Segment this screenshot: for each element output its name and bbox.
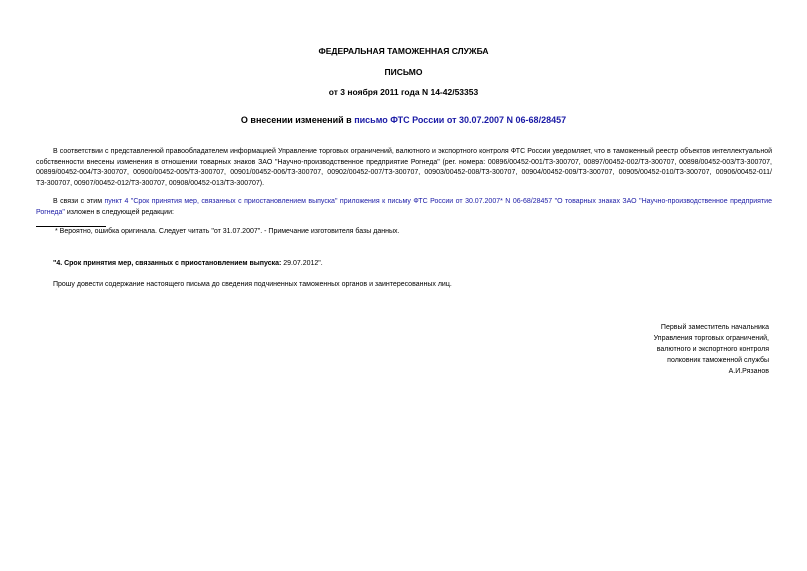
signature-line-position: Первый заместитель начальника bbox=[660, 324, 769, 331]
document-subject bbox=[0, 115, 807, 125]
footnote-divider bbox=[36, 226, 106, 227]
footnote: * Вероятно, ошибка оригинала. Следует читать "от 31.07.2007". - Примечание изготовителя базы данных. bbox=[55, 228, 400, 235]
signature-line-rank: полковник таможенной службы bbox=[667, 357, 769, 364]
subject-prefix: О внесении изменений в bbox=[240, 115, 355, 125]
signature-block bbox=[654, 322, 769, 377]
signature-line-department-cont: валютного и экспортного контроля bbox=[656, 346, 769, 353]
paragraph-notification: В соответствии с представленной правообладателем информацией Управление торговых ограничений, валютного и экспортного контроля ФТС России уведомляет, что в таможенный реестр объектов интеллектуальной собственности внесены изменения в отношении товарных знаков ЗАО "Научно-производственное предприятие Рогнеда" (рег. номера: 00896/00452-001/ТЗ-300707, 00897/00452-002/ТЗ-300707, 00898/00452-003/ТЗ-300707, 00899/00452-004/ТЗ-300707, 00900/00452-005/ТЗ-300707, 00901/00452-006/ТЗ-300707, 00902/00452-007/ТЗ-300707, 00903/00452-008/ТЗ-300707, 00904/00452-009/ТЗ-300707, 00905/00452-010/ТЗ-300707, 00906/00452-011/ТЗ-300707, 00907/00452-012/ТЗ-300707, 00908/00452-013/ТЗ-300707). bbox=[36, 148, 772, 187]
issuing-organization: ФЕДЕРАЛЬНАЯ ТАМОЖЕННАЯ СЛУЖБА bbox=[318, 46, 489, 56]
request-paragraph: Прошу довести содержание настоящего письма до сведения подчиненных таможенных органов и заинтересованных лиц. bbox=[53, 281, 452, 288]
subject-link[interactable]: письмо ФТС России от 30.07.2007 N 06-68/28457 bbox=[354, 115, 567, 125]
amended-clause bbox=[53, 260, 323, 267]
signature-name: А.И.Рязанов bbox=[728, 368, 769, 375]
signature-line-department: Управления торговых ограничений, bbox=[653, 335, 769, 342]
paragraph-amendment bbox=[36, 197, 772, 218]
document-date-number: от 3 ноября 2011 года N 14-42/53353 bbox=[328, 87, 479, 97]
amendment-link[interactable]: пункт 4 "Срок принятия мер, связанных с приостановлением выпуска" приложения к письму ФТС России от 30.07.2007* N 06-68/28457 "О товарных знаках ЗАО "Научно-производственное предприятие Рогнеда" bbox=[36, 198, 772, 216]
amended-clause-title: "4. Срок принятия мер, связанных с приостановлением выпуска: bbox=[53, 260, 282, 267]
amended-clause-value: 29.07.2012". bbox=[281, 260, 323, 267]
amendment-text-end: изложен в следующей редакции: bbox=[64, 208, 174, 216]
amendment-text-start: В связи с этим bbox=[53, 198, 105, 205]
document-type: ПИСЬМО bbox=[384, 67, 423, 77]
